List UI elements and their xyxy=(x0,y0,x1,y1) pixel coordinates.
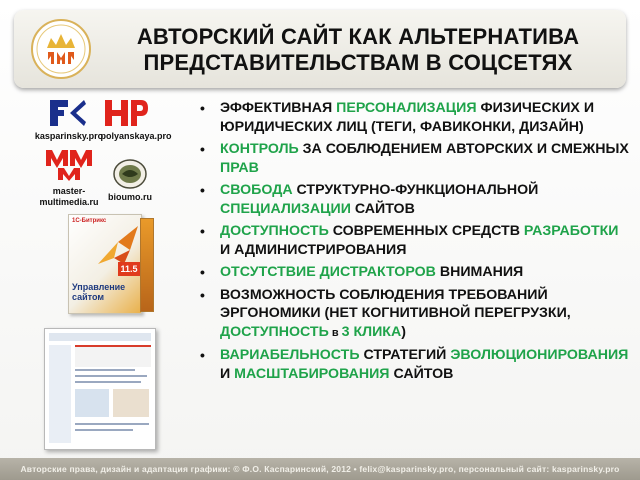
bullet-text: ВНИМАНИЯ xyxy=(435,264,524,280)
bullet-highlight-text: ВАРИАБЕЛЬНОСТЬ xyxy=(220,347,360,363)
bullet-text: СОВРЕМЕННЫХ СРЕДСТВ xyxy=(328,223,524,239)
bullet-dot-icon: • xyxy=(200,182,205,198)
bullet-text: СТРУКТУРНО-ФУНКЦИОНАЛЬНОЙ xyxy=(292,182,539,198)
bullet-dot-icon: • xyxy=(200,141,205,157)
thumb-sidebar xyxy=(49,345,71,443)
bullet-highlight-text: ЭВОЛЮЦИОНИРОВАНИЯ xyxy=(450,347,629,363)
box-version: 11.5 xyxy=(118,262,140,276)
bullet-item xyxy=(200,222,630,259)
thumb-text-line xyxy=(75,429,133,431)
bullet-dot-icon: • xyxy=(200,223,205,239)
thumb-image xyxy=(113,389,149,417)
footer-copyright: Авторские права, дизайн и адаптация графики: © Ф.О. Каспаринский, 2012 • felix@kasparinsky.pro, персональный сайт: kasparinsky.pro xyxy=(0,458,640,480)
bullet-highlight-text: МАСШТАБИРОВАНИЯ xyxy=(234,365,390,382)
kasparinsky-logo-icon xyxy=(48,98,88,128)
bullet-text: ) xyxy=(401,323,406,340)
crown-logo-icon xyxy=(30,18,92,80)
bullet-text: ФИЗИЧЕСКИХ И ЮРИДИЧЕСКИХ ЛИЦ (ТЕГИ, ФАВИКОНКИ, ДИЗАЙН) xyxy=(220,100,595,135)
bullet-text: И АДМИНИСТРИРОВАНИЯ xyxy=(220,241,407,258)
master-multimedia-caption: master- multimedia.ru xyxy=(39,186,99,207)
bullet-text: ЗА СОБЛЮДЕНИЕМ АВТОРСКИХ И СМЕЖНЫХ xyxy=(298,141,629,157)
thumb-text-line xyxy=(75,381,141,383)
thumb-text-line xyxy=(75,375,147,377)
bullet-highlight-text: ПРАВ xyxy=(220,159,259,176)
polyanskaya-caption: polyanskaya.pro xyxy=(100,131,172,141)
bullet-highlight-text: ДОСТУПНОСТЬ xyxy=(220,323,329,340)
bullet-text: И xyxy=(220,365,235,382)
bullet-highlight-text: ОТСУТСТВИЕ ДИСТРАКТОРОВ xyxy=(220,264,436,280)
bullet-highlight-text: ДОСТУПНОСТЬ xyxy=(220,223,329,239)
thumb-text-line xyxy=(75,369,135,371)
bullet-highlight-text: СПЕЦИАЛИЗАЦИИ xyxy=(220,200,351,217)
polyanskaya-logo-icon xyxy=(103,98,149,128)
bullet-item xyxy=(200,140,630,177)
master-multimedia-logo-icon xyxy=(44,146,94,182)
bullet-highlight-text: 3 КЛИКА xyxy=(341,323,402,340)
title-line-1: АВТОРСКИЙ САЙТ КАК АЛЬТЕРНАТИВА xyxy=(136,24,580,49)
title-line-2: ПРЕДСТАВИТЕЛЬСТВАМ В СОЦСЕТЯХ xyxy=(143,50,573,75)
bullet-highlight-text: РАЗРАБОТКИ xyxy=(523,223,619,239)
bullet-dot-icon: • xyxy=(200,347,205,363)
bullet-dot-icon: • xyxy=(200,264,205,280)
bullet-text: ЭФФЕКТИВНАЯ xyxy=(220,100,337,116)
bullet-item xyxy=(200,346,630,383)
kasparinsky-caption: kasparinsky.pro xyxy=(34,131,104,141)
thumb-banner xyxy=(75,345,151,367)
bullet-dot-icon: • xyxy=(200,100,205,116)
bullet-highlight-text: СВОБОДА xyxy=(220,182,293,198)
thumb-image xyxy=(75,389,109,417)
thumb-text-line xyxy=(75,423,149,425)
bioumo-logo-icon xyxy=(112,158,148,190)
box-brand: 1С-Битрикс xyxy=(72,218,107,224)
bioumo-caption: bioumo.ru xyxy=(108,192,152,202)
bitrix-product-box xyxy=(60,208,160,314)
bullet-text: ВОЗМОЖНОСТЬ СОБЛЮДЕНИЯ ТРЕБОВАНИЙ ЭРГОНОМИКИ (НЕТ КОГНИТИВНОЙ ПЕРЕГРУЗКИ, xyxy=(220,286,571,321)
bullet-text: в xyxy=(328,326,342,339)
bullet-item xyxy=(200,99,630,136)
box-product-name: Управление сайтом xyxy=(72,282,126,302)
bullet-list xyxy=(200,99,630,387)
bullet-text: САЙТОВ xyxy=(350,200,415,217)
bullet-highlight-text: КОНТРОЛЬ xyxy=(220,141,299,157)
bullet-dot-icon: • xyxy=(200,286,205,303)
bullet-highlight-text: ПЕРСОНАЛИЗАЦИЯ xyxy=(336,100,477,116)
bullet-item xyxy=(200,286,630,343)
page-title xyxy=(98,24,618,76)
thumb-header-bar xyxy=(49,333,151,341)
bullet-text: СТРАТЕГИЙ xyxy=(359,347,451,363)
title-banner xyxy=(14,10,626,88)
bullet-item xyxy=(200,181,630,218)
website-screenshot-thumbnail xyxy=(44,328,156,450)
bullet-text: САЙТОВ xyxy=(389,365,454,382)
bullet-item xyxy=(200,263,630,282)
